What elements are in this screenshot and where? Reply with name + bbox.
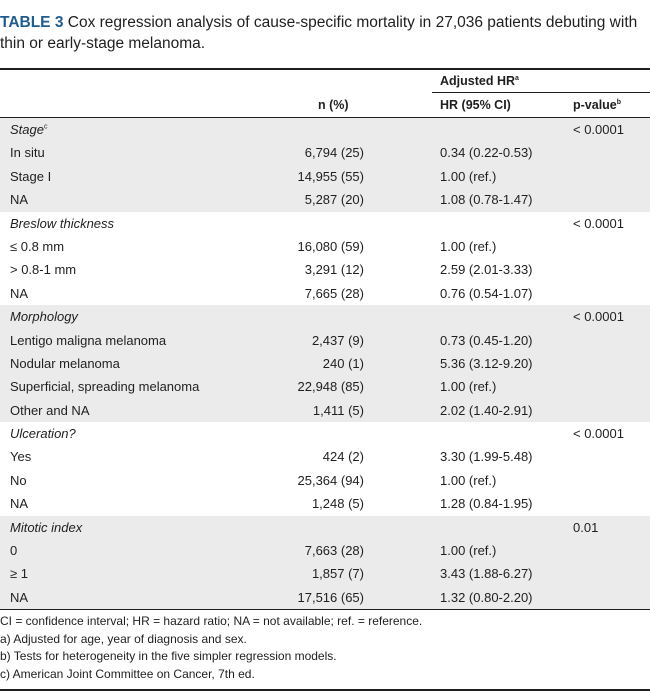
row-n: 17,516 (65) bbox=[297, 589, 364, 605]
row-n: 7,663 (28) bbox=[304, 543, 364, 559]
table-row bbox=[0, 141, 650, 164]
group-header-row bbox=[0, 422, 650, 445]
table-body bbox=[0, 118, 650, 609]
group-title: Breslow thickness bbox=[10, 215, 115, 231]
group-p-value: < 0.0001 bbox=[573, 426, 624, 442]
row-hr: 3.43 (1.88-6.27) bbox=[440, 566, 533, 582]
row-hr: 0.76 (0.54-1.07) bbox=[440, 285, 533, 301]
header-row-1 bbox=[0, 70, 650, 92]
row-n: 6,794 (25) bbox=[304, 145, 364, 161]
table-bottom-rule bbox=[0, 609, 650, 610]
row-hr: 2.02 (1.40-2.91) bbox=[440, 402, 533, 418]
row-label: ≥ 1 bbox=[10, 566, 28, 582]
adjusted-hr-header: Adjusted $HR^a$ bbox=[440, 74, 519, 88]
table-row bbox=[0, 562, 650, 585]
row-n: 22,948 (85) bbox=[297, 379, 364, 395]
table-label: TABLE 3 bbox=[0, 14, 64, 31]
group-title: Morphology bbox=[10, 309, 78, 325]
group-header-row bbox=[0, 118, 650, 141]
table-row bbox=[0, 282, 650, 305]
row-label: Superficial, spreading melanoma bbox=[10, 379, 200, 395]
row-n: 25,364 (94) bbox=[297, 472, 364, 488]
row-label: Yes bbox=[10, 449, 32, 465]
table-row bbox=[0, 469, 650, 492]
row-n: 3,291 (12) bbox=[304, 262, 364, 278]
header-row-2 bbox=[0, 93, 650, 117]
row-hr: 1.08 (0.78-1.47) bbox=[440, 192, 533, 208]
row-label: NA bbox=[10, 496, 29, 512]
n-header: n (%) bbox=[318, 98, 349, 112]
row-hr: 1.00 (ref.) bbox=[440, 379, 497, 395]
row-label: No bbox=[10, 472, 27, 488]
table-row bbox=[0, 586, 650, 609]
row-label: Other and NA bbox=[10, 402, 90, 418]
hr-header: HR (95% CI) bbox=[440, 98, 511, 112]
row-label: ≤ 0.8 mm bbox=[10, 238, 65, 254]
table-row bbox=[0, 165, 650, 188]
table-row bbox=[0, 352, 650, 375]
group-p-value: 0.01 bbox=[573, 519, 599, 535]
results-table bbox=[0, 68, 650, 691]
row-label: NA bbox=[10, 285, 29, 301]
row-hr: 0.73 (0.45-1.20) bbox=[440, 332, 533, 348]
row-n: 1,248 (5) bbox=[311, 496, 364, 512]
footnote-c: c) American Joint Committee on Cancer, 7th ed. bbox=[0, 666, 255, 681]
row-label: Lentigo maligna melanoma bbox=[10, 332, 167, 348]
row-label: Nodular melanoma bbox=[10, 355, 120, 371]
row-hr: 1.32 (0.80-2.20) bbox=[440, 589, 533, 605]
row-label: In situ bbox=[10, 145, 45, 161]
row-n: 14,955 (55) bbox=[297, 168, 364, 184]
row-n: 5,287 (20) bbox=[304, 192, 364, 208]
table-row bbox=[0, 329, 650, 352]
row-n: 2,437 (9) bbox=[311, 332, 364, 348]
table-row bbox=[0, 445, 650, 468]
row-n: 16,080 (59) bbox=[297, 238, 364, 254]
row-hr: 1.28 (0.84-1.95) bbox=[440, 496, 533, 512]
row-label: NA bbox=[10, 589, 29, 605]
row-hr: 0.34 (0.22-0.53) bbox=[440, 145, 533, 161]
row-hr: 1.00 (ref.) bbox=[440, 543, 497, 559]
footnote-b: b) Tests for heterogeneity in the five simpler regression models. bbox=[0, 649, 337, 664]
table-row bbox=[0, 188, 650, 211]
group-header-row bbox=[0, 305, 650, 328]
row-hr: 5.36 (3.12-9.20) bbox=[440, 355, 533, 371]
row-n: 1,411 (5) bbox=[312, 402, 364, 418]
group-title: Stage$^c$ bbox=[10, 122, 48, 137]
footnotes bbox=[0, 613, 650, 683]
group-header-row bbox=[0, 516, 650, 539]
group-p-value: < 0.0001 bbox=[573, 309, 624, 325]
table-row bbox=[0, 399, 650, 422]
footnote-abbrev: CI = confidence interval; HR = hazard ratio; NA = not available; ref. = reference. bbox=[0, 614, 423, 629]
row-n: 7,665 (28) bbox=[304, 285, 364, 301]
group-p-value: < 0.0001 bbox=[573, 122, 624, 137]
row-n: 1,857 (7) bbox=[311, 566, 364, 582]
group-p-value: < 0.0001 bbox=[573, 215, 624, 231]
row-label: NA bbox=[10, 192, 29, 208]
row-n: 240 (1) bbox=[322, 355, 364, 371]
p-value-header: p-value$^b$ bbox=[573, 98, 622, 112]
row-label: > 0.8-1 mm bbox=[10, 262, 77, 278]
footnote-a: a) Adjusted for age, year of diagnosis and sex. bbox=[0, 631, 247, 646]
table-row bbox=[0, 539, 650, 562]
row-n: 424 (2) bbox=[322, 449, 364, 465]
group-title: Ulceration? bbox=[10, 426, 76, 442]
group-title: Mitotic index bbox=[10, 519, 83, 535]
row-label: Stage I bbox=[10, 168, 52, 184]
row-label: 0 bbox=[10, 543, 18, 559]
group-header-row bbox=[0, 212, 650, 235]
row-hr: 1.00 (ref.) bbox=[440, 238, 497, 254]
caption-text: Cox regression analysis of cause-specific mortality in 27,036 patients debuting with thin or early-stage melanoma. bbox=[0, 14, 638, 52]
row-hr: 1.00 (ref.) bbox=[440, 472, 497, 488]
table-row bbox=[0, 258, 650, 281]
row-hr: 3.30 (1.99-5.48) bbox=[440, 449, 533, 465]
table-row bbox=[0, 492, 650, 515]
table-row bbox=[0, 235, 650, 258]
table-row bbox=[0, 375, 650, 398]
table-caption bbox=[0, 12, 640, 54]
row-hr: 1.00 (ref.) bbox=[440, 168, 497, 184]
row-hr: 2.59 (2.01-3.33) bbox=[440, 262, 533, 278]
